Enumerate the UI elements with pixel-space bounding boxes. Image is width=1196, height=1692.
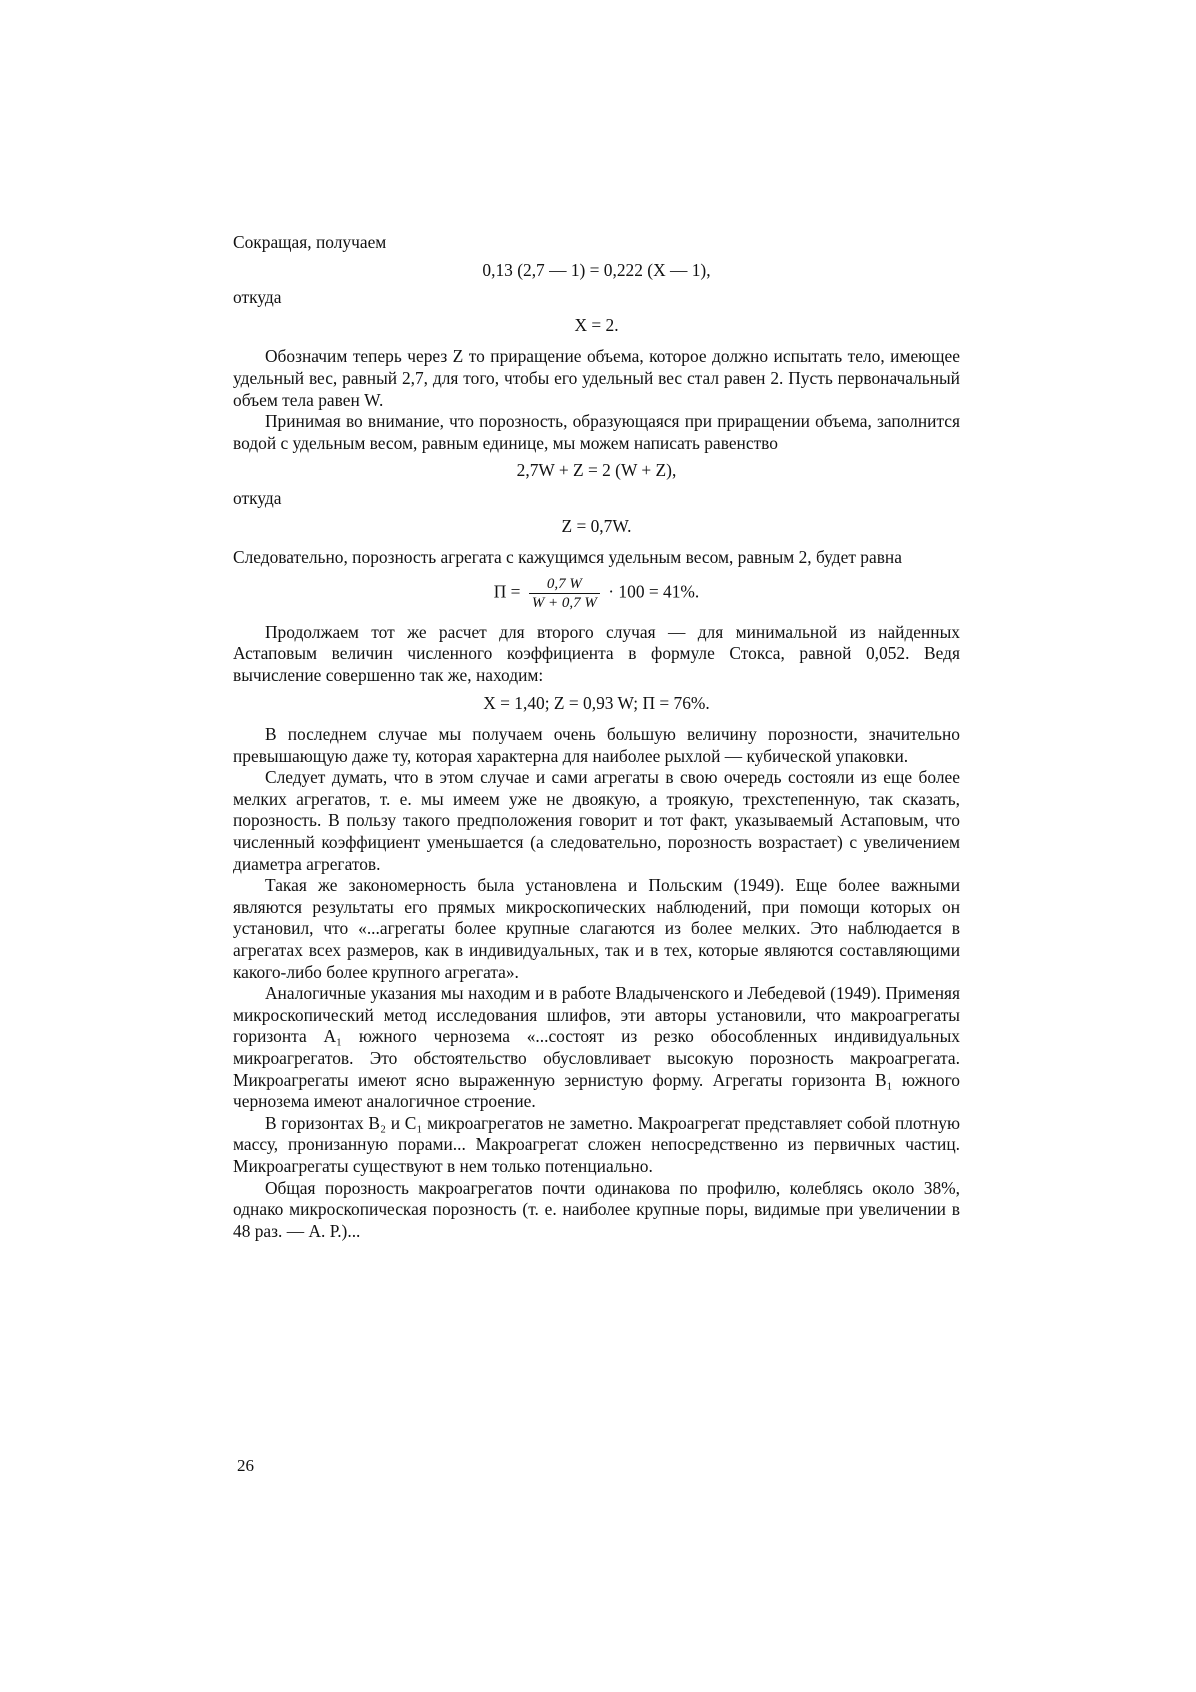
paragraph: Продолжаем тот же расчет для второго случая — для минимальной из найденных Астаповым величин численного коэффициента в формуле Стокса, равной 0,052. Ведя вычисление совершенно так же, находим: (233, 621, 960, 685)
paragraph: Следовательно, порозность агрегата с кажущимся удельным весом, равным 2, будет равна (233, 547, 902, 568)
paragraph: Следует думать, что в этом случае и сами агрегаты в свою очередь состояли из еще более мелких агрегатов, т. е. мы имеем уже не двоякую, а троякую, трехстепенную, так сказать, порозность. В пользу такого предположения говорит и тот факт, указываемый Астаповым, что численный коэффициент уменьшается (а следовательно, порозность возрастает) с увеличением диаметра агрегатов. (233, 767, 960, 874)
equation-fraction (233, 575, 960, 612)
equation: X = 1,40; Z = 0,93 W; П = 76%. (483, 692, 710, 713)
equation: Z = 0,7W. (561, 515, 632, 536)
equation: 0,13 (2,7 — 1) = 0,222 (X — 1), (482, 259, 711, 280)
text-line: откуда (233, 287, 282, 308)
fraction-denominator: W + 0,7 W (531, 594, 597, 611)
text-line: откуда (233, 487, 282, 508)
paragraph: Принимая во внимание, что порозность, образующаяся при приращении объема, заполнится водой с удельным весом, равным единице, мы можем написать равенство (233, 411, 960, 453)
paragraph: Общая порозность макроагрегатов почти одинакова по профилю, колеблясь около 38%, однако микроскопическая порозность (т. е. наиболее крупные поры, видимые при увеличении в 48 раз. — А. Р.)... (233, 1177, 960, 1241)
paragraph: В последнем случае мы получаем очень большую величину порозности, значительно превышающую даже ту, которая характерна для наиболее рыхлой — кубической упаковки. (233, 724, 960, 766)
paragraph: Такая же закономерность была установлена и Польским (1949). Еще более важными являются результаты его прямых микроскопических наблюдений, при помощи которых он установил, что «...агрегаты более крупные слагаются из более мелких. Это наблюдается в агрегатах всех размеров, как в индивидуальных, так и в тех, которые являются составляющими какого-либо более крупного агрегата». (233, 875, 960, 982)
paragraph: Обозначим теперь через Z то приращение объема, которое должно испытать тело, имеющее удельный вес, равный 2,7, для того, чтобы его удельный вес стал равен 2. Пусть первоначальный объем тела равен W. (233, 346, 960, 410)
page-number: 26 (237, 1456, 254, 1475)
fraction-right: · 100 = 41%. (608, 581, 700, 602)
paragraph: Аналогичные указания мы находим и в работе Владыченского и Лебедевой (1949). Применяя микроскопический метод исследования шлифов, эти авторы установили, что макроагрегаты горизонта A₁ южного чернозема «...состоят из резко обособленных индивидуальных микроагрегатов. Это обстоятельство обусловливает высокую порозность макроагрегата. Микроагрегаты имеют ясно выраженную зернистую форму. Агрегаты горизонта B₁ южного чернозема имеют аналогичное строение. (233, 983, 960, 1112)
fraction (529, 575, 600, 612)
fraction-left: П = (493, 581, 521, 602)
fraction-numerator: 0,7 W (529, 575, 600, 594)
equation: X = 2. (574, 314, 619, 335)
paragraph: В горизонтах B₂ и C₁ микроагрегатов не заметно. Макроагрегат представляет собой плотную массу, пронизанную порами... Макроагрегат сложен непосредственно из первичных частиц. Микроагрегаты существуют в нем только потенциально. (233, 1112, 960, 1176)
text-line: Сокращая, получаем (233, 232, 387, 252)
body-text (233, 232, 960, 1242)
equation: 2,7W + Z = 2 (W + Z), (516, 460, 677, 481)
